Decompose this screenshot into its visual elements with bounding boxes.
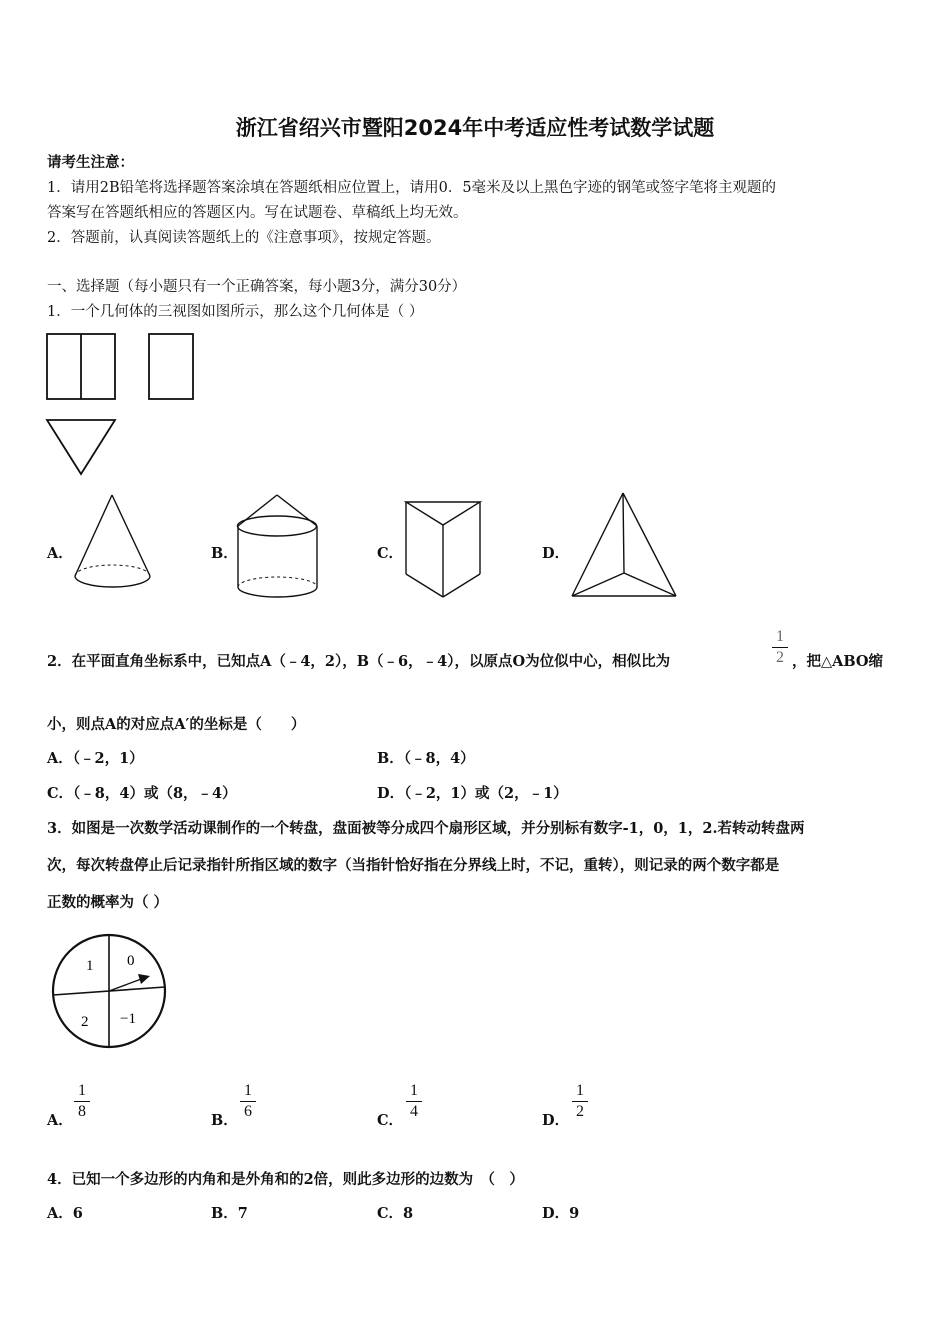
fraction-numerator: 1 xyxy=(776,628,784,645)
section-heading: 一、选择题（每小题只有一个正确答案，每小题3分，满分30分） xyxy=(47,279,467,295)
q2-stem-part-2: ，把△ABO缩 xyxy=(792,653,884,670)
wheel-label-1: 1 xyxy=(86,958,94,974)
q2-stem-part-3: 小，则点A的对应点A′的坐标是（ ） xyxy=(47,716,306,733)
q4-option-d: D．9 xyxy=(542,1205,580,1222)
wheel-label-neg1: −1 xyxy=(120,1011,136,1027)
fraction-numerator: 1 xyxy=(576,1082,584,1099)
q3-stem-line-3: 正数的概率为（ ） xyxy=(47,894,169,911)
q4-option-a: A．6 xyxy=(47,1205,83,1222)
q1-option-b: B． xyxy=(211,545,238,562)
fraction-numerator: 1 xyxy=(410,1082,418,1099)
fraction-denominator: 4 xyxy=(410,1103,418,1120)
q3-option-a-label: A． xyxy=(47,1112,73,1129)
q3-stem-line-2: 次，每次转盘停止后记录指针所指区域的数字（当指针恰好指在分界线上时，不记，重转），则记录的两个数字都是 xyxy=(47,857,780,874)
wheel-label-2: 2 xyxy=(81,1014,89,1030)
q3-option-c-label: C． xyxy=(377,1112,404,1129)
q2-stem-part-1: 2．在平面直角坐标系中，已知点A（﹣4，2），B（﹣6，﹣4），以原点O为位似中心，相似比为 xyxy=(47,653,671,670)
q3-option-d-label: D． xyxy=(542,1112,570,1129)
q1-option-a: A． xyxy=(47,545,73,562)
notice-line-3: 2．答题前，认真阅读答题纸上的《注意事项》，按规定答题。 xyxy=(47,230,441,246)
notice-heading: 请考生注意： xyxy=(47,154,134,171)
fraction-denominator: 2 xyxy=(776,649,784,666)
fraction-denominator: 6 xyxy=(244,1103,252,1120)
q1-option-d: D． xyxy=(542,545,570,562)
q2-option-b: B．（﹣8，4） xyxy=(377,750,475,767)
q3-option-b-fraction xyxy=(240,1082,256,1121)
fraction-bar xyxy=(406,1101,422,1102)
page-title: 浙江省绍兴市暨阳2024年中考适应性考试数学试题 xyxy=(235,116,715,140)
fraction-denominator: 2 xyxy=(576,1103,584,1120)
q4-option-b: B．7 xyxy=(211,1205,248,1222)
fraction-bar xyxy=(74,1101,90,1102)
q3-option-d-fraction xyxy=(572,1082,588,1121)
q2-option-a: A．（﹣2，1） xyxy=(47,750,144,767)
fraction-numerator: 1 xyxy=(78,1082,86,1099)
q3-option-a-fraction xyxy=(74,1082,90,1121)
q4-stem: 4．已知一个多边形的内角和是外角和的2倍，则此多边形的边数为 （ ） xyxy=(47,1171,524,1188)
fraction-bar xyxy=(572,1101,588,1102)
fraction-numerator: 1 xyxy=(244,1082,252,1099)
wheel-label-0: 0 xyxy=(127,953,135,969)
fraction-denominator: 8 xyxy=(78,1103,86,1120)
q3-option-c-fraction xyxy=(406,1082,422,1121)
notice-line-1: 1．请用2B铅笔将选择题答案涂填在答题纸相应位置上，请用0．5毫米及以上黑色字迹的钢笔或签字笔将主观题的 xyxy=(47,180,777,196)
fraction-bar xyxy=(240,1101,256,1102)
q1-option-c: C． xyxy=(377,545,404,562)
q4-option-c: C．8 xyxy=(377,1205,414,1222)
q2-option-c: C．（﹣8，4）或（8，﹣4） xyxy=(47,785,237,802)
q3-stem-line-1: 3．如图是一次数学活动课制作的一个转盘，盘面被等分成四个扇形区域，并分别标有数字-1，0，1，2.若转动转盘两 xyxy=(47,820,805,837)
q1-stem: 1．一个几何体的三视图如图所示，那么这个几何体是（ ） xyxy=(47,304,424,320)
q2-option-d: D．（﹣2，1）或（2，﹣1） xyxy=(377,785,568,802)
notice-line-2: 答案写在答题纸相应的答题区内。写在试题卷、草稿纸上均无效。 xyxy=(47,205,468,221)
q3-option-b-label: B． xyxy=(211,1112,238,1129)
